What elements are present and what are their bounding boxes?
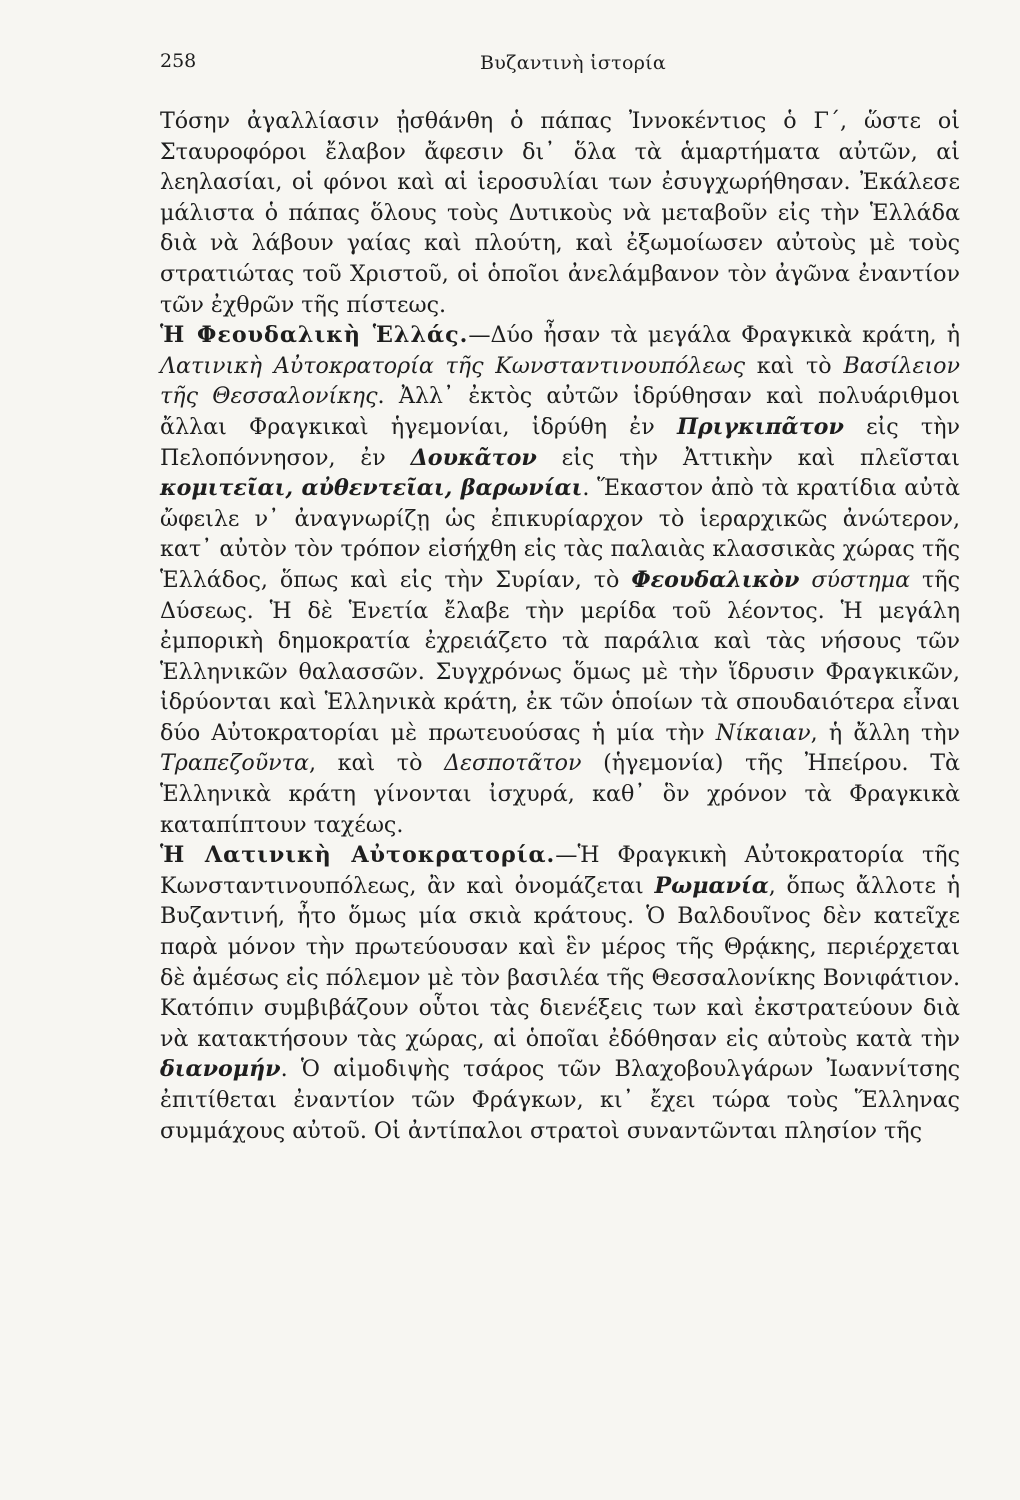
text-run: (ἡγεμονία) τῆς Ἠπείρου. Τὰ Ἑλληνικὰ κράτη γίνονται ἰσχυρά, καθ᾽ ὃν χρόνον τὰ Φραγκικὰ καταπίπτουν ταχέως. — [160, 750, 960, 838]
text-run: —Ἡ Φραγκικὴ Αὐτοκρατορία τῆς Κωνσταντινουπόλεως, ἂν καὶ ὀνομάζεται — [160, 842, 960, 899]
text-run: . Ἀλλ᾽ ἐκτὸς αὐτῶν ἱδρύθησαν καὶ πολυάριθμοι ἄλλαι Φραγκικαὶ ἡγεμονίαι, ἱδρύθη ἐν — [160, 383, 961, 440]
text-run: καὶ τὸ — [745, 352, 844, 379]
italic-term: Βασίλειον τῆς Θεσσαλονίκης — [160, 352, 960, 410]
text-run: Τόσην ἀγαλλίασιν ᾐσθάνθη ὁ πάπας Ἰννοκέντιος ὁ Γ΄, ὥστε οἱ Σταυροφόροι ἔλαβον ἄφεσιν δι᾽ ὅλα τὰ ἁμαρτήματα αὐτῶν, αἱ λεηλασίαι, οἱ φόνοι καὶ αἱ ἱεροσυλίαι των ἐσυγχωρήθησαν. Ἐκάλεσε μάλιστα ὁ πάπας ὅλους τοὺς Δυτικοὺς νὰ μεταβοῦν εἰς τὴν Ἑλλάδα διὰ νὰ λάβουν γαίας καὶ πλούτη, καὶ ἐξωμοίωσεν αὐτοὺς μὲ τοὺς στρατιώτας τοῦ Χριστοῦ, οἱ ὁποῖοι ἀνελάμβανον τὸν ἀγῶνα ἐναντίον τῶν ἐχθρῶν τῆς πίστεως. — [160, 108, 960, 318]
page-number: 258 — [160, 50, 197, 72]
paragraph — [160, 840, 960, 1146]
text-run: , καὶ τὸ — [308, 750, 445, 777]
text-run: —Δύο ἦσαν τὰ μεγάλα Φραγκικὰ κράτη, ἡ — [468, 322, 960, 349]
bold-italic-term: Φεουδαλικὸν — [631, 566, 800, 593]
italic-term: Τραπεζοῦντα — [160, 750, 309, 777]
bold-italic-term: Πριγκιπᾶτον — [676, 413, 844, 440]
page-header — [160, 50, 960, 80]
section-heading: Ἡ Φεουδαλικὴ Ἑλλάς. — [160, 322, 469, 349]
bold-italic-term: Δουκᾶτον — [410, 444, 537, 471]
text-run — [799, 567, 811, 593]
text-run: , ὅπως ἄλλοτε ἡ Βυζαντινή, ἦτο ὅμως μία σκιὰ κράτους. Ὁ Βαλδουῖνος δὲν κατεῖχε παρὰ μόνον τὴν πρωτεύουσαν καὶ ἓν μέρος τῆς Θρᾴκης, περιέρχεται δὲ ἀμέσως εἰς πόλεμον μὲ τὸν βασιλέα τῆς Θεσσαλονίκης Βονιφάτιον. Κατόπιν συμβιβάζουν οὗτοι τὰς διενέξεις των καὶ ἐκστρατεύουν διὰ νὰ κατακτήσουν τὰς χώρας, αἱ ὁποῖαι ἐδόθησαν εἰς αὐτοὺς κατὰ τὴν — [160, 872, 960, 1052]
text-run: , ἡ ἄλλη τὴν — [810, 719, 960, 746]
italic-term: Νίκαιαν — [715, 719, 811, 746]
section-heading: Ἡ Λατινικὴ Αὐτοκρατορία. — [160, 842, 556, 869]
text-run: . Ὁ αἱμοδιψὴς τσάρος τῶν Βλαχοβουλγάρων Ἰωαννίτσης ἐπιτίθεται ἐναντίον τῶν Φράγκων, κι᾽ ἔχει τώρα τοὺς Ἕλληνας συμμάχους αὐτοῦ. Οἱ ἀντίπαλοι στρατοὶ συναντῶνται πλησίον τῆς — [160, 1056, 960, 1144]
text-run: εἰς τὴν Πελοπόννησον, ἐν — [160, 413, 960, 471]
italic-term: Λατινικὴ Αὐτοκρατορία τῆς Κωνσταντινουπόλεως — [160, 352, 746, 379]
body-text — [160, 106, 960, 1146]
paragraph — [160, 106, 960, 320]
italic-term: Δεσποτᾶτον — [444, 750, 582, 777]
running-title: Βυζαντινὴ ἱστορία — [480, 52, 667, 74]
text-run: . Ἕκαστον ἀπὸ τὰ κρατίδια αὐτὰ ὤφειλε ν᾽ ἀναγνωρίζῃ ὡς ἐπικυρίαρχον τὸ ἱεραρχικῶς ἀνώτερον, κατ᾽ αὐτὸν τὸν τρόπον εἰσήχθη εἰς τὰς παλαιὰς κλασσικὰς χώρας τῆς Ἑλλάδος, ὅπως καὶ εἰς τὴν Συρίαν, τὸ — [160, 475, 960, 593]
bold-italic-term: κομιτεῖαι, αὐθεντεῖαι, βαρωνίαι — [160, 475, 583, 502]
paragraph — [160, 320, 960, 840]
bold-italic-term: Ρωμανία — [654, 872, 769, 899]
italic-term: σύστημα — [811, 566, 911, 593]
text-run: τῆς Δύσεως. Ἡ δὲ Ἑνετία ἔλαβε τὴν μερίδα τοῦ λέοντος. Ἡ μεγάλη ἐμπορικὴ δημοκρατία ἐχρειάζετο τὰ παράλια καὶ τὰς νήσους τῶν Ἑλληνικῶν θαλασσῶν. Συγχρόνως ὅμως μὲ τὴν ἵδρυσιν Φραγκικῶν, ἱδρύονται καὶ Ἑλληνικὰ κράτη, ἐκ τῶν ὁποίων τὰ σπουδαιότερα εἶναι δύο Αὐτοκρατορίαι μὲ πρωτευούσας ἡ μία τὴν — [160, 566, 961, 746]
bold-italic-term: διανομήν — [160, 1056, 281, 1083]
text-run: εἰς τὴν Ἀττικὴν καὶ πλεῖσται — [536, 444, 960, 471]
